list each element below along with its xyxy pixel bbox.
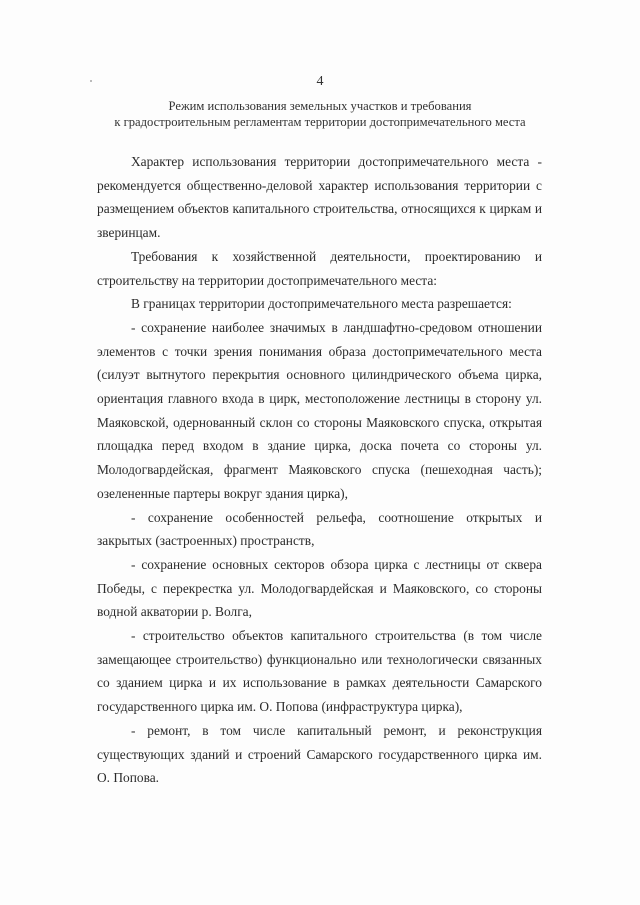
section-heading — [80, 98, 560, 130]
page-number: 4 — [316, 74, 324, 89]
list-item-preservation-view-sectors: - сохранение основных секторов обзора цирка с лестницы от сквера Победы, с перекрестка ул. Молодогвардейская и Маяковского, со стороны водной акватории р. Волга, — [97, 556, 542, 620]
list-item-repair: - ремонт, в том числе капитальный ремонт, и реконструкция существующих зданий и строений Самарского государственного цирка им. О. Попова. — [97, 722, 542, 786]
list-item-construction: - строительство объектов капитального строительства (в том числе замещающее строительство) функционально или технологически связанных со зданием цирка и их использование в рамках деятельности Самарского государственного цирка им. О. Попова (инфраструктура цирка), — [97, 628, 542, 715]
list-item-preservation-relief: - сохранение особенностей рельефа, соотношение открытых и закрытых (застроенных) пространств, — [97, 509, 542, 549]
body-text — [97, 150, 542, 790]
paragraph-character-of-use: Характер использования территории достопримечательного места - рекомендуется общественно-деловой характер использования территории с размещением объектов капитального строительства, относящихся к циркам и зверинцам. — [97, 154, 542, 241]
paragraph-permitted-intro: В границах территории достопримечательного места разрешается: — [131, 296, 512, 312]
heading-line-2: к градостроительным регламентам территории достопримечательного места — [114, 115, 526, 129]
heading-line-1: Режим использования земельных участков и требования — [168, 99, 472, 113]
list-item-preservation-elements: - сохранение наиболее значимых в ландшафтно-средовом отношении элементов с точки зрения понимания образа достопримечательного места (силуэт вытнутого перекрытия основного цилиндрического объема цирка, ориентация главного входа в цирк, местоположение лестницы в сторону ул. Маяковской, одернованный склон со стороны Маяковского спуска, открытая площадка перед входом в здание цирка, доска почета со стороны ул. Молодогвардейская, фрагмент Маяковского спуска (пешеходная часть); озелененные партеры вокруг здания цирка), — [97, 319, 542, 501]
paragraph-requirements: Требования к хозяйственной деятельности, проектированию и строительству на территории достопримечательного места: — [97, 248, 542, 288]
